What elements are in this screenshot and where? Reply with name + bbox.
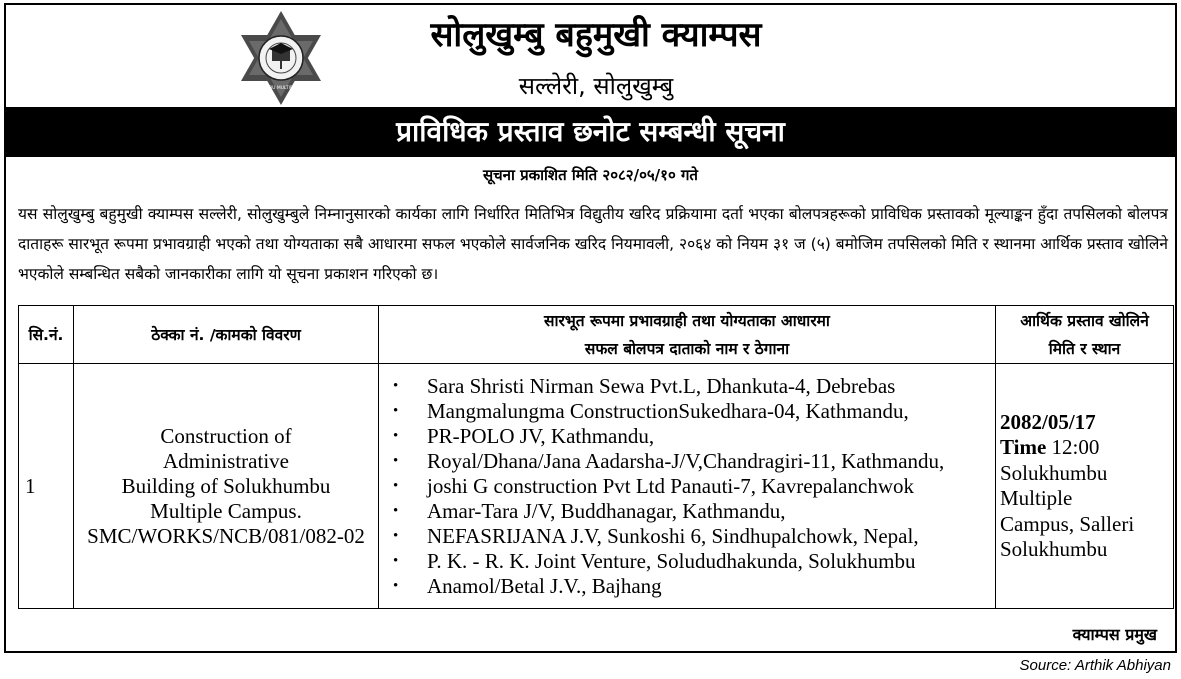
- col-header-bidders-line1: सारभूत रूपमा प्रभावग्राही तथा योग्यताका आधारमा: [544, 311, 830, 330]
- opening-place-line: Solukhumbu: [1000, 537, 1108, 561]
- svg-text:SOLUKHUMBU MULTIPLE CAMPUS: SOLUKHUMBU MULTIPLE CAMPUS: [243, 86, 319, 91]
- notice-frame: [4, 3, 1177, 653]
- source-credit: Source: Arthik Abhiyan: [1019, 657, 1171, 674]
- col-header-bidders: [379, 306, 996, 364]
- notice-body: यस सोलुखुम्बु बहुमुखी क्याम्पस सल्लेरी, सोलुखुम्बुले निम्नानुसारको कार्यका लागि निर्धारित मितिभित्र विद्युतीय खरिद प्रक्रियामा दर्ता भएका बोलपत्रहरूको प्राविधिक प्रस्तावको मूल्याङ्कन हुँदा तपसिलको बोलपत्र दाताहरू सारभूत रूपमा प्रभावग्राही भएको तथा योग्यताका सबै आधारमा सफल भएकोले सार्वजनिक खरिद नियमावली, २०६४ को नियम ३१ ज (५) बमोजिम तपसिलको मिति र स्थानमा आर्थिक प्रस्ताव खोलिने भएकोले सम्बन्धित सबैको जानकारीका लागि यो सूचना प्रकाशन गरिएको छ।: [18, 205, 1168, 283]
- col-header-opening: [996, 306, 1174, 364]
- row-sn: 1: [19, 364, 74, 609]
- bidder-item: • Royal/Dhana/Jana Aadarsha-J/V,Chandragiri-11, Kathmandu,: [393, 449, 991, 474]
- table-row: [19, 364, 1174, 609]
- col-header-work: ठेक्का नं. /कामको विवरण: [74, 306, 379, 364]
- col-header-opening-line1: आर्थिक प्रस्ताव खोलिने: [1020, 311, 1149, 330]
- col-header-bidders-line2: सफल बोलपत्र दाताको नाम र ठेगाना: [584, 339, 790, 358]
- opening-time: [1000, 435, 1171, 461]
- bidder-item: • Anamol/Betal J.V., Bajhang: [393, 574, 991, 599]
- bidder-item: • NEFASRIJANA J.V, Sunkoshi 6, Sindhupalchowk, Nepal,: [393, 524, 991, 549]
- bidder-item: • Mangmalungma ConstructionSukedhara-04, Kathmandu,: [393, 399, 991, 424]
- signature-campus-chief: क्याम्पस प्रमुख: [1072, 625, 1157, 644]
- col-header-opening-line2: मिति र स्थान: [1048, 339, 1121, 358]
- notice-header: [6, 5, 1175, 107]
- bidders-table: [18, 305, 1174, 609]
- row-bidders: [379, 364, 996, 609]
- table-header-row: [19, 306, 1174, 364]
- row-opening-info: [996, 364, 1174, 609]
- work-line: Construction of: [160, 423, 292, 448]
- bidder-item: • Sara Shristi Nirman Sewa Pvt.L, Dhankuta-4, Debrebas: [393, 374, 991, 399]
- notice-title-banner: प्राविधिक प्रस्ताव छनोट सम्बन्धी सूचना: [6, 107, 1175, 157]
- opening-date: 2082/05/17: [1000, 409, 1096, 434]
- bidder-item: • PR-POLO JV, Kathmandu,: [393, 424, 991, 449]
- opening-place-line: Campus, Salleri: [1000, 511, 1135, 536]
- work-line: Multiple Campus.: [150, 498, 302, 523]
- opening-time-value: 12:00: [1051, 435, 1100, 459]
- opening-place-line: Solukhumbu: [1000, 460, 1108, 485]
- contract-number: SMC/WORKS/NCB/081/082-02: [87, 523, 365, 548]
- bidder-list: [393, 374, 991, 599]
- published-date: सूचना प्रकाशित मिति २०८२/०५/१० गते: [483, 166, 698, 184]
- bidder-item: • P. K. - R. K. Joint Venture, Solududhakunda, Solukhumbu: [393, 549, 991, 574]
- campus-logo-icon: [239, 9, 323, 107]
- col-header-sn: सि.नं.: [19, 306, 74, 364]
- campus-name: सोलुखुम्बु बहुमुखी क्याम्पस: [430, 15, 762, 55]
- opening-time-label: Time: [1000, 435, 1047, 459]
- work-line: Administrative: [163, 448, 289, 473]
- campus-address: सल्लेरी, सोलुखुम्बु: [518, 72, 674, 100]
- bidder-item: • joshi G construction Pvt Ltd Panauti-7, Kavrepalanchwok: [393, 474, 991, 499]
- work-line: Building of Solukhumbu: [121, 473, 331, 498]
- bidder-item: • Amar-Tara J/V, Buddhanagar, Kathmandu,: [393, 499, 991, 524]
- opening-place-line: Multiple: [1000, 486, 1073, 510]
- row-work-description: [74, 364, 379, 609]
